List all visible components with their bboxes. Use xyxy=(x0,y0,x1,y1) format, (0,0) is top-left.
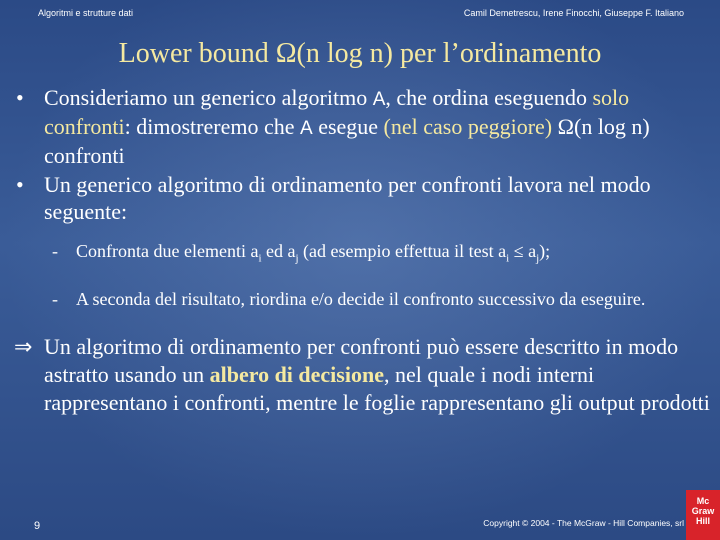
logo-line: Graw xyxy=(691,506,715,516)
bullet-2 xyxy=(14,171,714,225)
logo-line: Mc xyxy=(696,496,710,506)
logo-line: Hill xyxy=(695,516,710,526)
subbullet-marker: - xyxy=(52,288,58,309)
slide-content xyxy=(14,84,714,417)
conclusion-text-b: , nel quale i nodi interni rappresentano i confronti, mentre le foglie rappresentano gli output prodotti xyxy=(44,361,710,415)
subscript: i xyxy=(506,252,510,265)
header-right: Camil Demetrescu, Irene Finocchi, Giuseppe F. Italiano xyxy=(463,8,684,18)
decision-tree-term: albero di decisione xyxy=(209,361,384,387)
subscript: i xyxy=(258,252,262,265)
subbullet-1-text: ); xyxy=(539,241,551,261)
bullet-marker: • xyxy=(16,85,24,110)
bullet-marker: • xyxy=(16,172,24,197)
mcgraw-hill-logo xyxy=(686,490,720,540)
algorithm-name: A xyxy=(372,89,386,110)
subscript: j xyxy=(536,252,540,265)
subscript: j xyxy=(295,252,299,265)
conclusion xyxy=(14,333,714,417)
bullet-1-text-d: esegue xyxy=(312,114,384,139)
highlight-worst-case: (nel caso peggiore) xyxy=(383,114,553,139)
subbullet-1-text: ≤ a xyxy=(509,241,537,261)
bullet-2-text: Un generico algoritmo di ordinamento per confronti lavora nel modo seguente: xyxy=(44,172,651,224)
algorithm-name: A xyxy=(300,118,313,139)
subbullet-2-text: A seconda del risultato, riordina e/o decide il confronto successivo da eseguire. xyxy=(76,288,646,309)
bullet-1-text-a: Consideriamo un generico algoritmo xyxy=(44,85,373,110)
subbullet-1-text: (ad esempio effettua il test a xyxy=(298,241,507,261)
subbullet-2 xyxy=(14,287,714,311)
subbullet-1-text: Confronta due elementi a xyxy=(76,241,259,261)
subbullet-1 xyxy=(14,239,714,271)
subbullet-marker: - xyxy=(52,241,58,261)
bullet-1 xyxy=(14,84,714,169)
bullet-1-text-b: , che ordina eseguendo xyxy=(385,85,593,110)
copyright: Copyright © 2004 - The McGraw - Hill Companies, srl xyxy=(483,518,684,528)
page-number: 9 xyxy=(34,520,41,532)
implies-arrow-icon: ⇒ xyxy=(14,333,33,359)
highlight-only-comparisons: solo confronti xyxy=(44,85,630,139)
header-left: Algoritmi e strutture dati xyxy=(38,8,134,18)
conclusion-text-a: Un algoritmo di ordinamento per confronti può essere descritto in modo astratto usando un xyxy=(44,333,679,387)
bullet-1-text-c: : dimostreremo che xyxy=(124,114,300,139)
subbullet-1-text: ed a xyxy=(261,241,296,261)
bullet-1-text-e: Ω(n log n) confronti xyxy=(44,114,650,168)
slide-title: Lower bound Ω(n log n) per l’ordinamento xyxy=(118,38,602,69)
